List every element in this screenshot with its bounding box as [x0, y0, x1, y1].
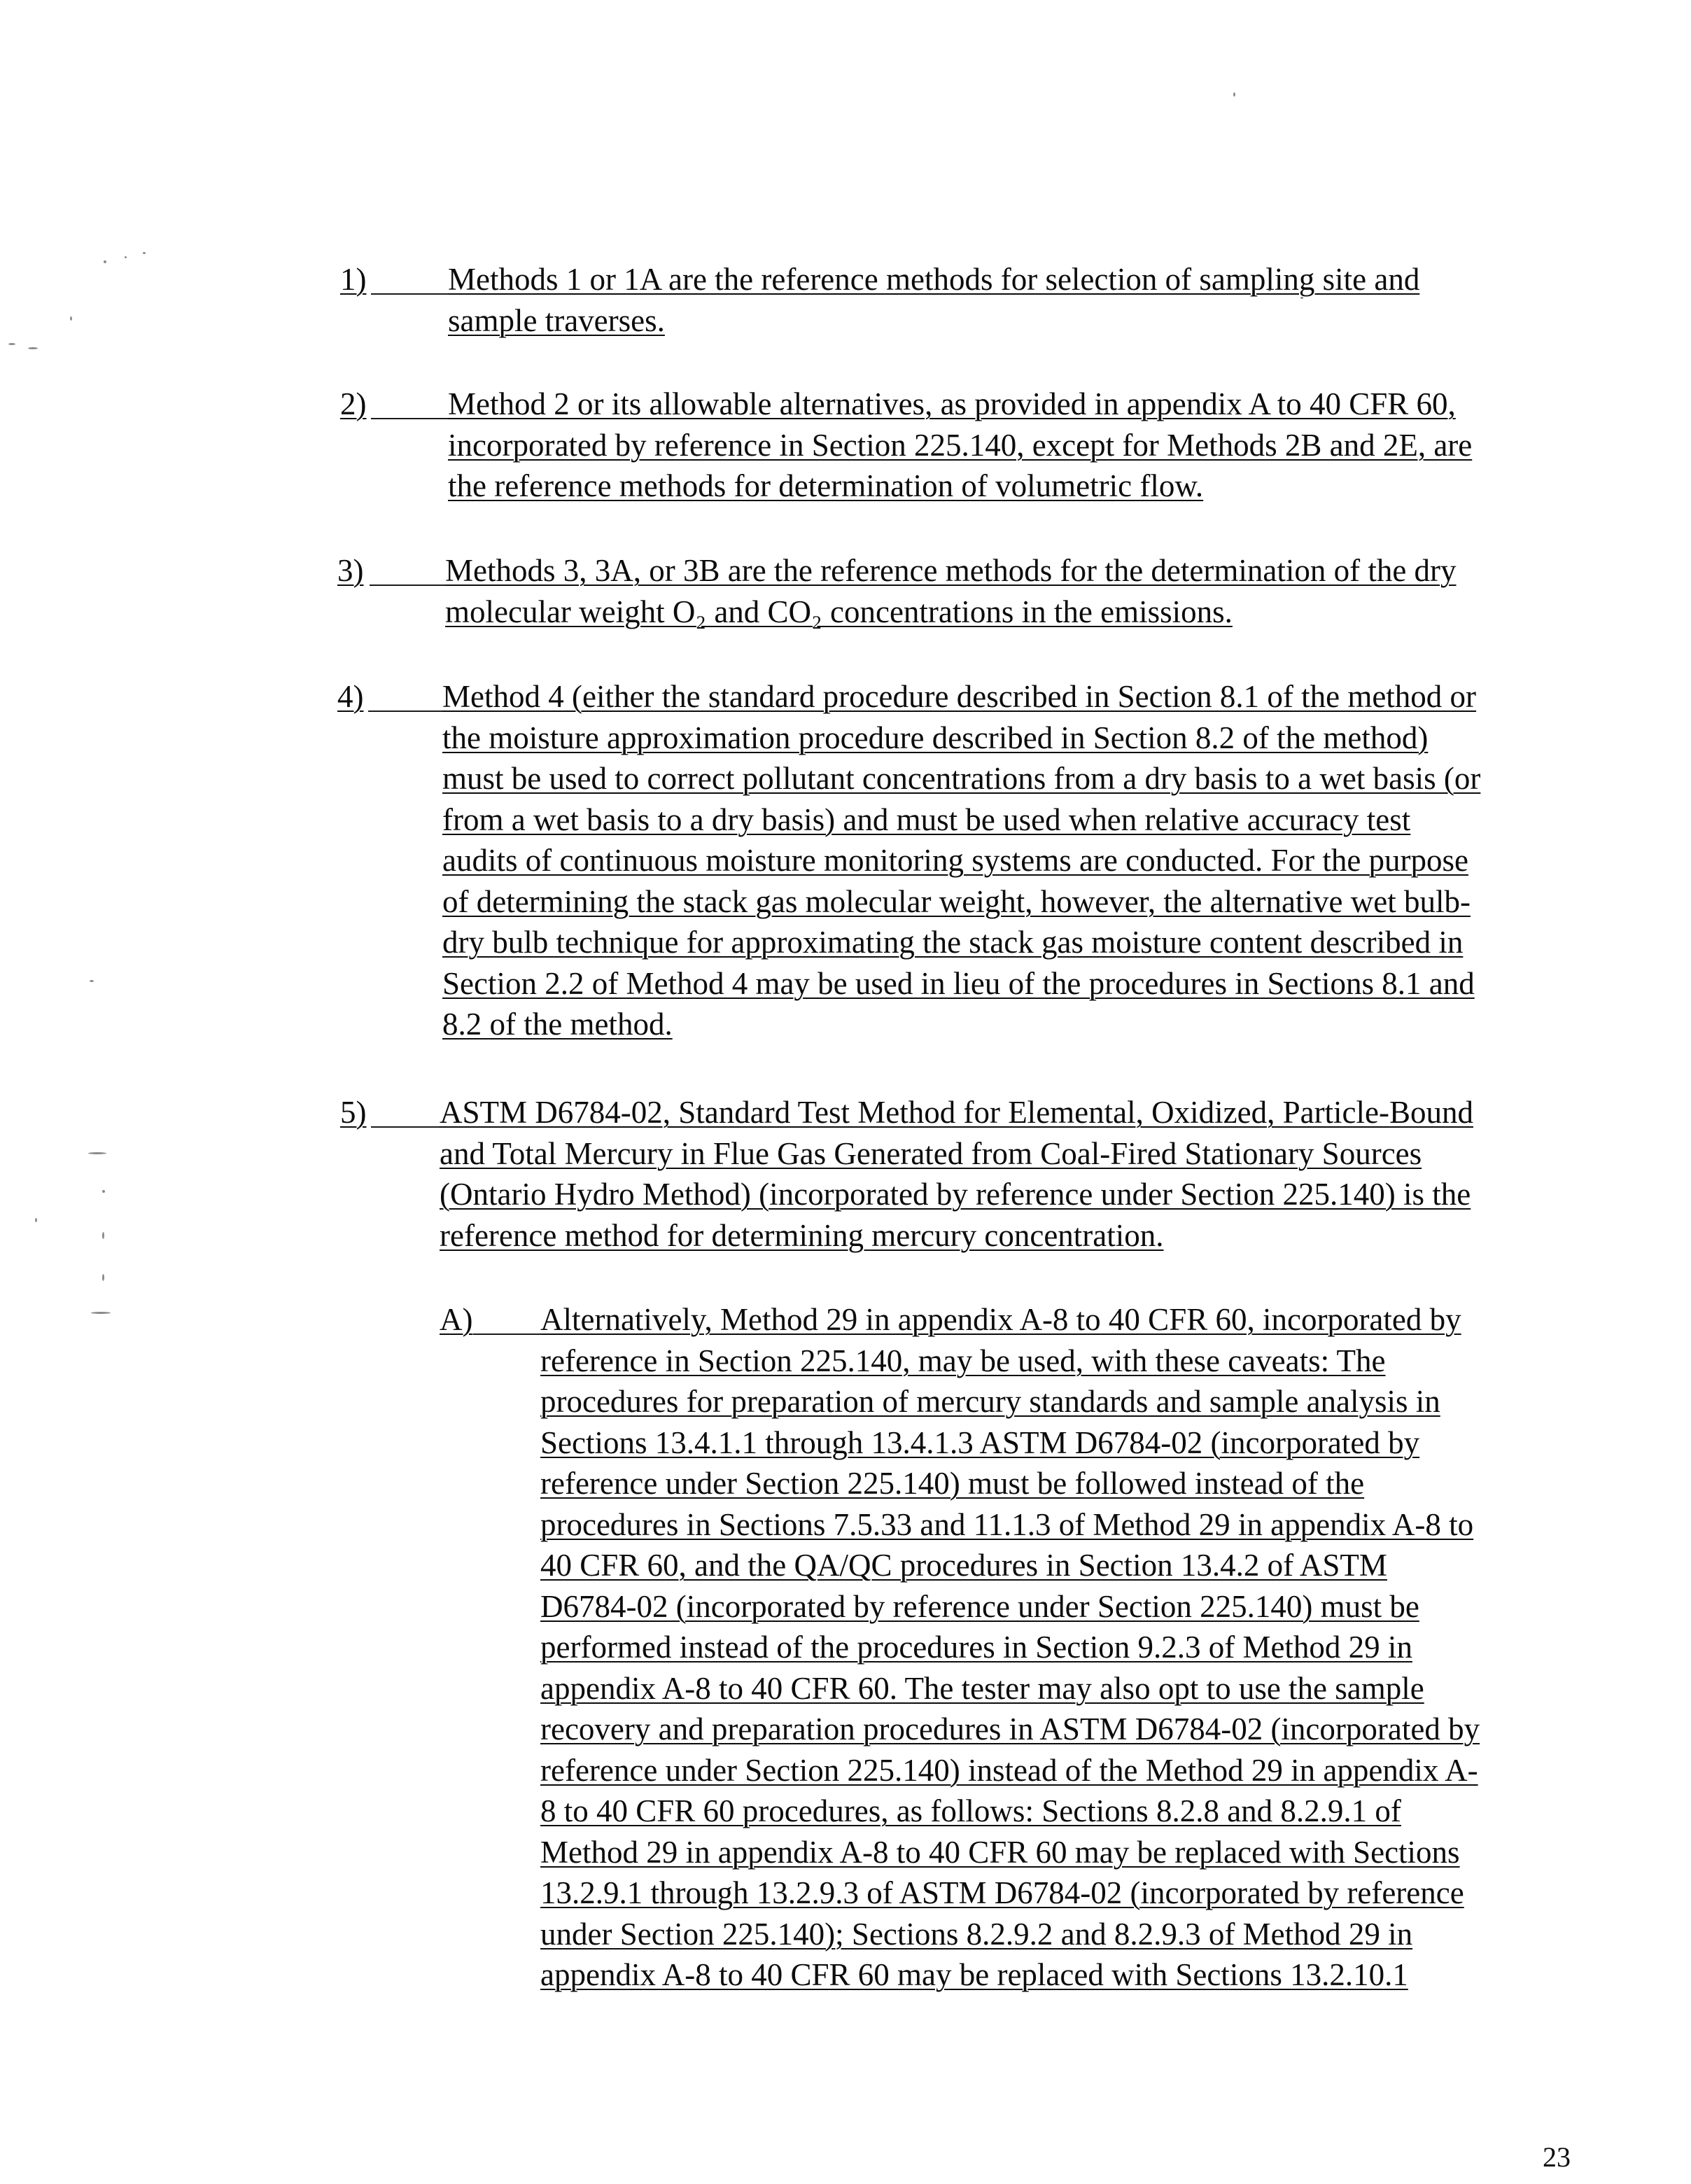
scan-speck: [70, 316, 72, 321]
underline-rule: [371, 293, 448, 295]
page-number: 23: [1543, 2141, 1571, 2173]
scan-speck: [35, 1218, 37, 1222]
scan-speck: [8, 343, 15, 345]
item-number: A): [440, 1302, 473, 1337]
item-number: 3): [337, 553, 364, 588]
underline-rule: [371, 1126, 440, 1128]
scan-speck: [28, 347, 38, 349]
underline-rule: [370, 584, 445, 586]
scan-speck: [102, 1232, 104, 1239]
scan-speck: [102, 1190, 105, 1193]
item-number: 5): [340, 1095, 367, 1130]
underline-rule: [473, 1334, 540, 1335]
scan-speck: [143, 252, 146, 254]
item-number: 4): [337, 679, 364, 714]
scan-speck: [125, 256, 127, 258]
item-text: Method 4 (either the standard procedure described in Section 8.1 of the method or the moisture approximation procedure described in Section 8.2 of the method) must be used to correct pollutant concentrations from a dry basis to a wet basis (or from a wet basis to a dry basis) and must be used when relative accuracy test audits of continuous moisture monitoring systems are conducted. For the purpose of determining the stack gas molecular weight, however, the alternative wet bulb- dry bulb technique for approximating the stack gas moisture content described in Section 2.2 of Method 4 may be used in lieu of the procedures in Sections 8.1 and 8.2 of the method.: [442, 679, 1481, 1042]
scan-speck: [90, 980, 94, 982]
underline-rule: [371, 418, 448, 419]
item-number: 2): [340, 386, 367, 421]
item-text: Methods 1 or 1A are the reference methods for selection of sampling site and sample traverses.: [448, 262, 1420, 338]
item-text: Methods 3, 3A, or 3B are the reference methods for the determination of the dry molecular weight O₂ and CO₂ concentrations in the emissions.: [445, 553, 1457, 629]
scan-speck: [104, 260, 106, 263]
item-text: Method 2 or its allowable alternatives, as provided in appendix A to 40 CFR 60, incorporated by reference in Section 225.140, except for Methods 2B and 2E, are the reference methods for determination of volumetric flow.: [448, 386, 1473, 503]
item-number: 1): [340, 262, 367, 297]
scan-speck: [1233, 92, 1235, 97]
scan-speck: [91, 1312, 111, 1314]
underline-rule: [368, 710, 442, 712]
scan-speck: [102, 1274, 104, 1281]
scan-speck: [88, 1152, 106, 1154]
item-text: ASTM D6784-02, Standard Test Method for Elemental, Oxidized, Particle-Bound and Total Mercury in Flue Gas Generated from Coal-Fired Stationary Sources (Ontario Hydro Method) (incorporated by reference under Section 225.140) is the reference method for determining mercury concentration.: [440, 1095, 1474, 1253]
item-text: Alternatively, Method 29 in appendix A-8 to 40 CFR 60, incorporated by reference in Section 225.140, may be used, with these caveats: The procedures for preparation of mercury standards and sample analysis in Sections 13.4.1.1 through 13.4.1.3 ASTM D6784-02 (incorporated by reference under Section 225.140) must be followed instead of the procedures in Sections 7.5.33 and 11.1.3 of Method 29 in appendix A-8 to 40 CFR 60, and the QA/QC procedures in Section 13.4.2 of ASTM D6784-02 (incorporated by reference under Section 225.140) must be performed instead of the procedures in Section 9.2.3 of Method 29 in appendix A-8 to 40 CFR 60. The tester may also opt to use the sample recovery and preparation procedures in ASTM D6784-02 (incorporated by reference under Section 225.140) instead of the Method 29 in appendix A- 8 to 40 CFR 60 procedures, as follows: Sections 8.2.8 and 8.2.9.1 of Method 29 in appendix A-8 to 40 CFR 60 may be replaced with Sections 13.2.9.1 through 13.2.9.3 of ASTM D6784-02 (incorporated by reference under Section 225.140); Sections 8.2.9.2 and 8.2.9.3 of Method 29 in appendix A-8 to 40 CFR 60 may be replaced with Sections 13.2.10.1: [540, 1302, 1480, 1992]
